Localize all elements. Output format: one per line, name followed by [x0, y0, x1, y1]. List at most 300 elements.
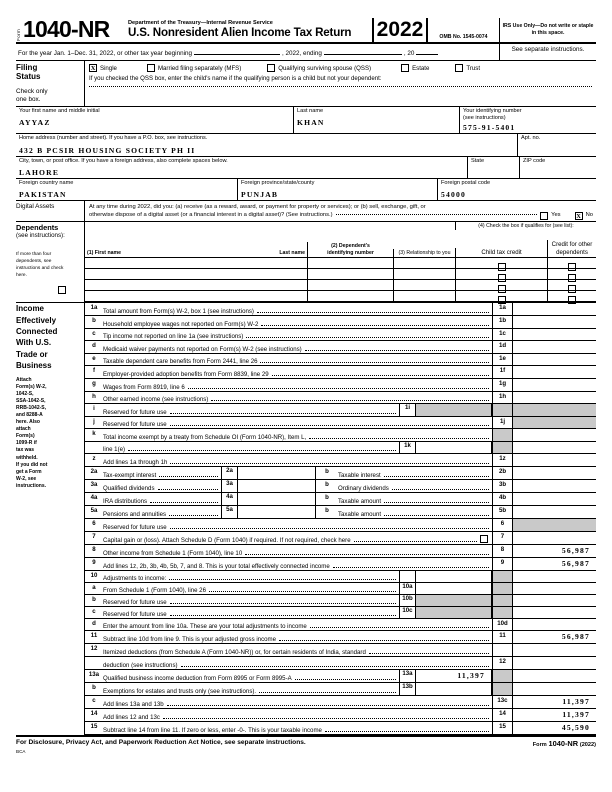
- foreign-country-label: Foreign country name: [19, 179, 74, 186]
- identifying-number-value: 575-91-5401: [463, 123, 516, 133]
- amount-value[interactable]: [512, 595, 596, 606]
- amount-line-number: [492, 683, 512, 695]
- form-line: [85, 341, 596, 354]
- line-description: [103, 571, 399, 582]
- amount-value[interactable]: [512, 417, 596, 429]
- table-row: [85, 258, 596, 269]
- amount-line-number: 1a: [492, 303, 512, 315]
- amount-line-number: 1d: [492, 341, 512, 353]
- first-name-value: AYYAZ: [19, 118, 51, 128]
- state-value: [471, 165, 516, 168]
- line-text: Other earned income (see instructions): [103, 396, 209, 404]
- income-section: [16, 303, 596, 735]
- line-text: Add lines 12 and 13c: [103, 714, 160, 722]
- foreign-postal-value: 54000: [441, 190, 466, 200]
- dependent-other-credit-cell[interactable]: [547, 258, 596, 269]
- line-number: c: [92, 329, 96, 337]
- line-text: Itemized deductions (from Schedule A (Form 1040-NR)) or, for certain residents of India, standard: [103, 649, 366, 657]
- amount-value[interactable]: 56,987: [512, 545, 596, 557]
- adjustments-lines: [85, 571, 596, 631]
- form-line: [85, 709, 596, 722]
- sub-line-amount[interactable]: [238, 506, 316, 518]
- filing-status-single-label: Single: [100, 64, 117, 72]
- dependent-ctc-cell[interactable]: [455, 291, 547, 302]
- form-line: [85, 532, 596, 545]
- table-row: [85, 280, 596, 291]
- amount-value[interactable]: [512, 657, 596, 669]
- filing-status-label-block: [16, 61, 84, 106]
- line-text: Pensions and annuities: [103, 511, 167, 519]
- apt-no-field[interactable]: [518, 134, 596, 155]
- dependent-relationship-cell[interactable]: [393, 280, 455, 291]
- dependents-col-relationship: (3) Relationship to you: [393, 249, 455, 258]
- checkbox-icon[interactable]: X: [90, 65, 96, 72]
- line-number: 8: [92, 546, 96, 554]
- sub-line-amount[interactable]: [416, 583, 492, 594]
- amount-value[interactable]: [512, 519, 596, 531]
- city-field[interactable]: [16, 157, 468, 178]
- amount-value[interactable]: [512, 607, 596, 618]
- dependent-relationship-cell[interactable]: [393, 291, 455, 302]
- leader-dots: [150, 502, 218, 503]
- amount-line-number: 12: [492, 657, 512, 669]
- digital-assets-question-block: [84, 201, 596, 221]
- foreign-postal-label: Foreign postal code: [441, 179, 491, 186]
- digital-assets-question-line2: otherwise dispose of a digital asset (or a financial interest in a digital asset)? (See instructions.): [89, 212, 333, 219]
- line-number: 4a: [90, 494, 98, 502]
- leader-dots: [158, 489, 219, 490]
- filing-status-qss[interactable]: [267, 64, 371, 72]
- leader-dots: [170, 463, 489, 464]
- form-line: [85, 404, 596, 417]
- tax-year-period-row: [16, 44, 596, 61]
- line-number: 9: [92, 559, 96, 567]
- dependents-label-block: [16, 222, 84, 303]
- form-line: [85, 417, 596, 430]
- attach-instruction-line: withheld.: [16, 454, 38, 461]
- leader-dots: [257, 312, 489, 313]
- leader-dots: [305, 350, 489, 351]
- dependent-tin-cell[interactable]: [307, 280, 393, 291]
- attach-instruction-line: 1042-S,: [16, 390, 34, 397]
- amount-value[interactable]: [512, 316, 596, 328]
- sub-line-number: 10a: [399, 583, 416, 594]
- checkbox-icon[interactable]: [267, 64, 275, 72]
- identifying-number-label-2: (see instructions): [463, 115, 506, 122]
- line-text: Subtract line 14 from line 11. If zero or less, enter -0-. This is your taxable income: [103, 727, 322, 735]
- dependent-other-credit-cell[interactable]: [547, 280, 596, 291]
- line-description: [103, 619, 492, 630]
- form-number: 1040-NR: [23, 16, 110, 42]
- line-number: 7: [92, 533, 96, 541]
- amount-value[interactable]: [512, 683, 596, 695]
- digital-assets-yes-checkbox[interactable]: [540, 212, 548, 220]
- period-text-b: , 2022, ending: [281, 50, 322, 57]
- amount-line-number: 1e: [492, 354, 512, 366]
- digital-assets-no-checkbox[interactable]: X: [576, 212, 581, 220]
- leader-dots: [325, 731, 489, 732]
- sub-line-amount[interactable]: [416, 404, 492, 416]
- amount-value[interactable]: [512, 442, 596, 454]
- leader-dots: [159, 476, 218, 477]
- form-line: [85, 454, 596, 467]
- income-heading-line: Connected: [16, 327, 58, 337]
- line-description: [103, 404, 399, 416]
- dependents-subtitle: (see instructions):: [16, 231, 65, 239]
- first-name-field[interactable]: [16, 107, 294, 134]
- line-number: a: [92, 584, 96, 592]
- filing-status-option-row: [89, 64, 594, 72]
- leader-dots: [170, 425, 489, 426]
- line-description: [103, 532, 492, 544]
- attach-instruction-line: Attach: [16, 376, 32, 383]
- income-lines-1: [85, 303, 596, 467]
- line-text: Capital gain or (loss). Attach Schedule D (Form 1040) if required. If not required, check here: [103, 537, 351, 545]
- line-number: 6: [92, 520, 96, 528]
- last-name-value: KHAN: [297, 118, 325, 128]
- line-text-right: Ordinary dividends: [338, 485, 389, 493]
- more-than-four-checkbox[interactable]: [58, 286, 66, 294]
- sub-line-amount[interactable]: [416, 571, 492, 582]
- amount-value[interactable]: 56,987: [512, 631, 596, 643]
- line-description: [103, 417, 492, 429]
- line-text: From Schedule 1 (Form 1040), line 26: [103, 587, 206, 595]
- line-number: h: [92, 392, 96, 400]
- leader-dots: [245, 554, 489, 555]
- name-row: [16, 107, 596, 135]
- leader-dots: [170, 615, 396, 616]
- line-number: b: [92, 596, 96, 604]
- amount-line-number: 4b: [492, 493, 512, 505]
- sub-line-amount[interactable]: [416, 683, 492, 695]
- checkbox-icon[interactable]: [401, 64, 409, 72]
- dependents-col-tin-1: (2) Dependent's: [331, 243, 370, 250]
- foreign-postal-field[interactable]: [438, 179, 596, 200]
- dependent-name-cell[interactable]: [85, 291, 307, 302]
- income-lines-3: [85, 519, 596, 571]
- amount-value[interactable]: 56,987: [512, 558, 596, 570]
- line-text: Reserved for future use: [103, 611, 167, 619]
- line-number: b: [92, 316, 96, 324]
- income-side-labels: [16, 303, 84, 735]
- line-letter: b: [325, 481, 329, 489]
- line-text: Taxable dependent care benefits from Form 2441, line 26: [103, 358, 258, 366]
- amount-value[interactable]: 45,590: [512, 722, 596, 734]
- line-text: Add lines 1a through 1h: [103, 459, 168, 467]
- dependents-rows: [85, 258, 596, 302]
- period-end-year-input[interactable]: [416, 48, 438, 55]
- amount-line-number: [492, 442, 512, 454]
- line-number: z: [92, 455, 96, 463]
- income-lines: [84, 303, 596, 735]
- dependent-ctc-cell[interactable]: [455, 280, 547, 291]
- amount-value[interactable]: [512, 366, 596, 378]
- amount-line-number: 8: [492, 545, 512, 557]
- line-text: Tax-exempt interest: [103, 472, 157, 480]
- dependents-col-last-name: Last name: [279, 249, 305, 256]
- amount-value[interactable]: [512, 341, 596, 353]
- department-line: Department of the Treasury—Internal Revenue Service: [128, 20, 273, 26]
- amount-value[interactable]: [512, 571, 596, 582]
- form-word-label: Form: [16, 29, 21, 41]
- identifying-number-field[interactable]: [460, 107, 596, 134]
- omb-number: OMB No. 1545-0074: [428, 18, 500, 42]
- attach-instruction-line: RRB-1042-S,: [16, 404, 47, 411]
- period-begin-input[interactable]: [194, 48, 280, 55]
- amount-line-number: 2b: [492, 467, 512, 479]
- income-lines-5: [85, 670, 596, 735]
- line-text: Add lines 13a and 13b: [103, 701, 164, 709]
- line-text: Other income from Schedule 1 (Form 1040), line 10: [103, 550, 243, 558]
- leader-dots: [295, 679, 396, 680]
- see-separate-instructions: See separate instructions.: [511, 46, 585, 53]
- line-description: [103, 519, 492, 531]
- sub-line-amount[interactable]: 11,397: [416, 670, 492, 682]
- amount-line-number: [492, 583, 512, 594]
- line-letter: b: [325, 494, 329, 502]
- filing-status-mfs[interactable]: [147, 64, 241, 72]
- amount-value[interactable]: 11,397: [512, 709, 596, 721]
- line-text-right: Taxable amount: [338, 511, 382, 519]
- zip-field[interactable]: [520, 157, 596, 178]
- leader-dots: [279, 640, 489, 641]
- form-line: [85, 493, 596, 506]
- income-heading-line: Effectively: [16, 315, 57, 325]
- amount-value[interactable]: [512, 506, 596, 518]
- amount-line-number: [492, 571, 512, 582]
- line-description: [103, 644, 492, 656]
- sub-line-amount[interactable]: [416, 442, 492, 454]
- line-description: [103, 316, 492, 328]
- sub-line-number: 1k: [399, 442, 416, 454]
- income-heading-line: Income: [16, 304, 45, 314]
- amount-value[interactable]: [512, 467, 596, 479]
- amount-value[interactable]: [512, 480, 596, 492]
- digital-assets-no-label: No: [585, 212, 593, 219]
- attach-instruction-line: and 8288-A: [16, 411, 43, 418]
- amount-value[interactable]: [512, 583, 596, 594]
- line-description: [103, 493, 221, 505]
- form-line: [85, 366, 596, 379]
- amount-line-number: 1z: [492, 454, 512, 466]
- line-text: Reserved for future use: [103, 408, 167, 416]
- dependents-col-other-1: Credit for other: [551, 241, 593, 249]
- leader-dots: [170, 603, 396, 604]
- amount-value[interactable]: [512, 354, 596, 366]
- amount-line-number: 13c: [492, 696, 512, 708]
- line-number: c: [92, 697, 96, 705]
- last-name-field[interactable]: [294, 107, 460, 134]
- irs-use-only-note: IRS Use Only—Do not write or staple in this space.: [502, 22, 594, 36]
- dependent-tin-cell[interactable]: [307, 291, 393, 302]
- line-description: [103, 341, 492, 353]
- dependent-tin-cell[interactable]: [307, 258, 393, 269]
- filing-status-trust[interactable]: [455, 64, 480, 72]
- line-text: Wages from Form 8919, line 6: [103, 383, 185, 391]
- amount-value[interactable]: [512, 392, 596, 404]
- bca-watermark: BCA: [16, 749, 26, 755]
- leader-dots: [261, 325, 489, 326]
- dependent-name-cell[interactable]: [85, 269, 307, 280]
- line-description: [103, 722, 492, 734]
- amount-value[interactable]: [512, 329, 596, 341]
- filing-status-note-2: one box.: [16, 96, 41, 104]
- line-description: [103, 303, 492, 315]
- footer-form-label: Form: [532, 742, 547, 749]
- line-description: [103, 480, 221, 492]
- line-text-right: Taxable interest: [338, 472, 381, 480]
- checkbox-icon[interactable]: [455, 64, 463, 72]
- line-number: 12: [90, 645, 98, 653]
- attach-instruction-line: get a Form: [16, 468, 42, 475]
- amount-value[interactable]: [512, 429, 596, 441]
- line-description: [103, 454, 492, 466]
- zip-label: ZIP code: [523, 157, 546, 164]
- dependent-name-cell[interactable]: [85, 280, 307, 291]
- checkbox-icon[interactable]: [147, 64, 155, 72]
- table-row: [85, 291, 596, 302]
- dependent-ctc-cell[interactable]: [455, 269, 547, 280]
- dependent-other-credit-cell[interactable]: [547, 291, 596, 302]
- leader-dots: [392, 489, 489, 490]
- first-name-label: Your first name and middle initial: [19, 107, 100, 114]
- line-number: e: [92, 354, 96, 362]
- line-text: Exemptions for estates and trusts only (see instructions).: [103, 688, 257, 696]
- form-header: [16, 18, 596, 44]
- leader-dots: [309, 438, 489, 439]
- leader-dots: [128, 450, 396, 451]
- line-number: [85, 657, 103, 669]
- sub-line-amount[interactable]: [238, 480, 316, 492]
- line-description: [103, 607, 399, 618]
- foreign-province-field[interactable]: [238, 179, 438, 200]
- line-number: k: [92, 430, 96, 438]
- amount-value[interactable]: [512, 493, 596, 505]
- line-description: [103, 467, 221, 479]
- income-lines-4: [85, 631, 596, 670]
- filing-status-single[interactable]: [89, 64, 117, 72]
- line-description: [103, 683, 399, 695]
- dependent-relationship-cell[interactable]: [393, 258, 455, 269]
- line-number: g: [92, 379, 96, 387]
- leader-dots: [169, 579, 396, 580]
- leader-dots: [384, 502, 489, 503]
- amount-line-number: 9: [492, 558, 512, 570]
- amount-value[interactable]: 11,397: [512, 696, 596, 708]
- line-number: 10: [90, 572, 98, 580]
- dependents-more-note: If more than four dependents, see instructions and check here.: [16, 251, 64, 279]
- dependent-relationship-cell[interactable]: [393, 269, 455, 280]
- dependent-other-credit-cell[interactable]: [547, 269, 596, 280]
- form-line: [85, 429, 596, 442]
- page-title: U.S. Nonresident Alien Income Tax Return: [128, 26, 352, 39]
- dependents-col-tin-2: identifying number: [327, 249, 374, 256]
- identifying-number-label-1: Your identifying number: [463, 107, 522, 114]
- amount-value[interactable]: [512, 619, 596, 630]
- form-line: [85, 583, 596, 595]
- filing-status-mfs-label: Married filing separately (MFS): [157, 64, 242, 72]
- form-line: [85, 619, 596, 631]
- line-description-right: [338, 467, 492, 479]
- state-field[interactable]: [468, 157, 520, 178]
- dependent-ctc-cell[interactable]: [455, 258, 547, 269]
- line-description: [103, 506, 221, 518]
- city-row: [16, 157, 596, 179]
- amount-value[interactable]: [512, 454, 596, 466]
- dependent-tin-cell[interactable]: [307, 269, 393, 280]
- filing-status-section: [16, 61, 596, 107]
- line-text: deduction (see instructions): [103, 662, 178, 670]
- leader-dots: [209, 591, 396, 592]
- leader-dots: [170, 528, 489, 529]
- last-name-label: Last name: [297, 107, 324, 114]
- form-title-block: [124, 18, 372, 42]
- privacy-act-notice: For Disclosure, Privacy Act, and Paperwork Reduction Act Notice, see separate instructions.: [16, 739, 306, 747]
- filing-status-estate[interactable]: [401, 64, 429, 72]
- line-description: [103, 442, 399, 454]
- line-text: IRA distributions: [103, 498, 148, 506]
- leader-dots: [211, 400, 489, 401]
- period-end-input[interactable]: [324, 48, 402, 55]
- amount-line-number: 1h: [492, 392, 512, 404]
- attach-instruction-line: attach: [16, 426, 31, 433]
- income-heading-lines: [16, 303, 84, 371]
- tax-year: 2022: [372, 18, 428, 42]
- foreign-country-field[interactable]: [16, 179, 238, 200]
- qss-child-name-input[interactable]: [89, 86, 592, 87]
- form-line: [85, 607, 596, 619]
- form-line: [85, 631, 596, 644]
- footer-form-id: [533, 739, 596, 748]
- form-line: [85, 480, 596, 493]
- checkbox-icon[interactable]: [480, 535, 488, 543]
- amount-value[interactable]: [512, 644, 596, 656]
- amount-value[interactable]: [512, 404, 596, 416]
- line-description: [103, 709, 492, 721]
- line-number: j: [93, 417, 95, 425]
- leader-dots: [310, 627, 489, 628]
- filing-status-title-1: Filing: [16, 63, 38, 72]
- amount-value[interactable]: [512, 303, 596, 315]
- dependent-name-cell[interactable]: [85, 258, 307, 269]
- line-description: [103, 657, 492, 669]
- sub-line-amount[interactable]: [238, 467, 316, 479]
- amount-line-number: [492, 429, 512, 441]
- home-address-label: Home address (number and street). If you have a P.O. box, see instructions.: [19, 135, 208, 142]
- leader-dots: [181, 666, 489, 667]
- amount-value[interactable]: [512, 379, 596, 391]
- leader-dots: [333, 567, 489, 568]
- leader-dots: [259, 692, 396, 693]
- amount-value[interactable]: [512, 670, 596, 682]
- attach-instruction-line: 1099-R if: [16, 440, 37, 447]
- amount-line-number: [492, 404, 512, 416]
- sub-line-amount[interactable]: [416, 607, 492, 618]
- home-address-field[interactable]: [16, 134, 518, 155]
- line-number: d: [92, 620, 96, 628]
- form-line: [85, 644, 596, 657]
- line-number: i: [93, 405, 95, 413]
- sub-line-amount[interactable]: [416, 595, 492, 606]
- leader-dots: [170, 413, 396, 414]
- form-line: [85, 595, 596, 607]
- line-number: 5a: [90, 507, 98, 515]
- footer-form-number: 1040-NR: [548, 739, 579, 749]
- amount-value[interactable]: [512, 532, 596, 544]
- sub-line-amount[interactable]: [238, 493, 316, 505]
- city-value: LAHORE: [19, 167, 60, 177]
- home-address-value: 432 B PCSIR HOUSING SOCIETY PH II: [19, 145, 196, 155]
